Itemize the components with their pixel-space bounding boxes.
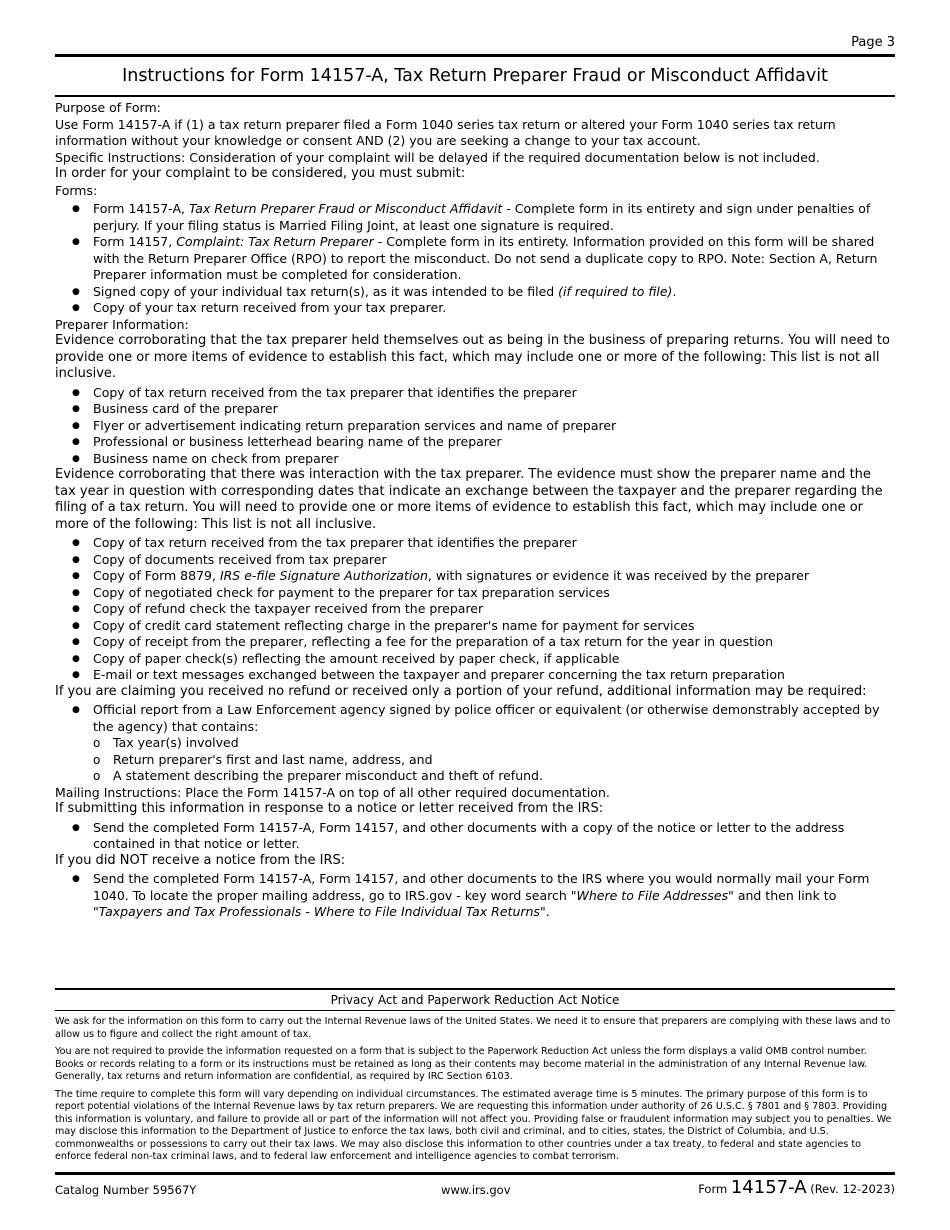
list-item: ● Copy of negotiated check for payment to the preparer for tax preparation services: [93, 585, 895, 602]
privacy-paragraph: We ask for the information on this form to carry out the Internal Revenue laws of the United States. We need it to ensure that preparers are complying with these laws and to allow us to figure and collect the right amount of tax.: [55, 1016, 891, 1040]
preparer-evidence-list-2: [55, 535, 895, 684]
privacy-paragraph: You are not required to provide the information requested on a form that is subject to the Paperwork Reduction Act unless the form displays a valid OMB control number. Books or records relating to a form or its instructions must be retained as long as their contents may become material in the administration of any Internal Revenue law. Generally, tax returns and return information are confidential, as required by IRC Section 6103.: [55, 1046, 868, 1082]
preparer-evidence-list-1: [55, 385, 895, 468]
refund-list: [55, 702, 895, 785]
preparer-text-2: Evidence corroborating that there was interaction with the tax preparer. The evidence must show the preparer name and the tax year in question with corresponding dates that indicate an exchange between the taxpayer and the preparer regarding the filing of a tax return. You will need to provide one or more items of evidence to establish this fact, which may include one or more of the following: This list is not all inclusive.: [55, 467, 883, 532]
list-item: ● Copy of your tax return received from your tax preparer.: [93, 300, 895, 317]
list-item: ● Send the completed Form 14157-A, Form 14157, and other documents to the IRS where you would normally mail your Form 1040. To locate the proper mailing address, go to IRS.gov - key word search "Where to File Addresses" and then link to "Taxpayers and Tax Professionals - Where to File Individual Tax Returns".: [93, 871, 895, 921]
list-item: ● Form 14157, Complaint: Tax Return Preparer - Complete form in its entirety. Information provided on this form will be shared with the Return Preparer Office (RPO) to report the misconduct. Do not send a duplicate copy to RPO. Note: Section A, Return Preparer information must be completed for consideration.: [93, 234, 895, 284]
list-item: ● Send the completed Form 14157-A, Form 14157, and other documents with a copy of the notice or letter to the address contained in that notice or letter.: [93, 820, 895, 853]
mailing-instructions: Mailing Instructions: Place the Form 14157-A on top of all other required documentation.: [55, 784, 610, 800]
list-item: ● Official report from a Law Enforcement agency signed by police officer or equivalent (or otherwise demonstrably accepted by the agency) that contains: o Tax year(s) involved o Return preparer's first and last name, address, and o A statement describing the preparer misconduct and theft of refund.: [93, 702, 895, 785]
list-item: ● Copy of refund check the taxpayer received from the preparer: [93, 601, 895, 618]
list-item: ● Copy of tax return received from the tax preparer that identifies the preparer: [93, 535, 895, 552]
list-item: ● Copy of receipt from the preparer, reflecting a fee for the preparation of a tax return for the year in question: [93, 634, 895, 651]
notice-list: [55, 820, 895, 853]
notice-text: If submitting this information in response to a notice or letter received from the IRS:: [55, 801, 604, 816]
list-item: ● Copy of Form 8879, IRS e-file Signature Authorization, with signatures or evidence it was received by the preparer: [93, 568, 895, 585]
privacy-title: Privacy Act and Paperwork Reduction Act Notice: [55, 990, 895, 1011]
list-item: ● Business name on check from preparer: [93, 451, 895, 468]
submit-intro: In order for your complaint to be considered, you must submit:: [55, 166, 466, 181]
list-item: ● Professional or business letterhead bearing name of the preparer: [93, 434, 895, 451]
purpose-text: Use Form 14157-A if (1) a tax return preparer filed a Form 1040 series tax return or altered your Form 1040 series tax return information without your knowledge or consent AND (2) you are seeking a change to your tax account.: [55, 116, 836, 148]
list-item: ● Form 14157-A, Tax Return Preparer Fraud or Misconduct Affidavit - Complete form in its entirety and sign under penalties of perjury. If your filing status is Married Filing Joint, at least one signature is required.: [93, 201, 895, 234]
list-item: ● Copy of documents received from tax preparer: [93, 552, 895, 569]
refund-text: If you are claiming you received no refund or received only a portion of your refund, additional information may be required:: [55, 683, 867, 699]
forms-list: [55, 201, 895, 317]
purpose-heading: Purpose of Form:: [55, 100, 161, 115]
page-footer: [55, 1172, 895, 1201]
specific-instructions: Specific Instructions: Consideration of your complaint will be delayed if the required documentation below is not included.: [55, 149, 820, 165]
list-item: ● Copy of tax return received from the tax preparer that identifies the preparer: [93, 385, 895, 402]
sub-list-item: o Return preparer's first and last name, address, and: [113, 752, 895, 769]
no-notice-list: [55, 871, 895, 921]
list-item: ● Flyer or advertisement indicating return preparation services and name of preparer: [93, 418, 895, 435]
preparer-text-1: Evidence corroborating that the tax preparer held themselves out as being in the business of preparing returns. You will need to provide one or more items of evidence to establish this fact, which may include one or more of the following: This list is not all inclusive.: [55, 333, 890, 381]
sub-list-item: o A statement describing the preparer misconduct and theft of refund.: [113, 768, 895, 785]
forms-heading: Forms:: [55, 182, 98, 198]
privacy-notice: [55, 988, 895, 1164]
list-item: ● Copy of paper check(s) reflecting the amount received by paper check, if applicable: [93, 651, 895, 668]
sub-list-item: o Tax year(s) involved: [113, 735, 895, 752]
catalog-number: Catalog Number 59567Y: [55, 1183, 197, 1197]
refund-sublist: [93, 735, 895, 785]
list-item: ● E-mail or text messages exchanged between the taxpayer and preparer concerning the tax return preparation: [93, 667, 895, 684]
instructions-body: [55, 100, 895, 921]
page-title: Instructions for Form 14157-A, Tax Return Preparer Fraud or Misconduct Affidavit: [55, 54, 895, 97]
privacy-paragraph: The time require to complete this form will vary depending on individual circumstances. The estimated average time is 5 minutes. The primary purpose of this form is to report potential violations of the Internal Revenue laws by tax return preparers. We are requesting this information under authority of 26 U.S.C. § 7801 and § 7803. Providing this information is voluntary, and failure to provide all or part of the information will not affect you. Providing false or fraudulent information may subject you to penalties. We may disclose this information to the Department of Justice to enforce the tax laws, both civil and criminal, and to cities, states, the District of Columbia, and U.S. commonwealths or possessions to carry out their tax laws. We may also disclose this information to other countries under a tax treaty, to federal and state agencies to enforce federal non-tax criminal laws, and to federal law enforcement and intelligence agencies to combat terrorism.: [55, 1088, 892, 1162]
preparer-heading: Preparer Information:: [55, 316, 189, 332]
list-item: ● Business card of the preparer: [93, 401, 895, 418]
form-id: Form 14157-A (Rev. 12-2023): [698, 1177, 895, 1198]
list-item: ● Copy of credit card statement reflecting charge in the preparer's name for payment for services: [93, 618, 895, 635]
list-item: ● Signed copy of your individual tax return(s), as it was intended to be filed (if required to file).: [93, 284, 895, 301]
no-notice-text: If you did NOT receive a notice from the IRS:: [55, 852, 346, 868]
irs-url: www.irs.gov: [441, 1183, 511, 1197]
page-number: Page 3: [851, 35, 895, 50]
